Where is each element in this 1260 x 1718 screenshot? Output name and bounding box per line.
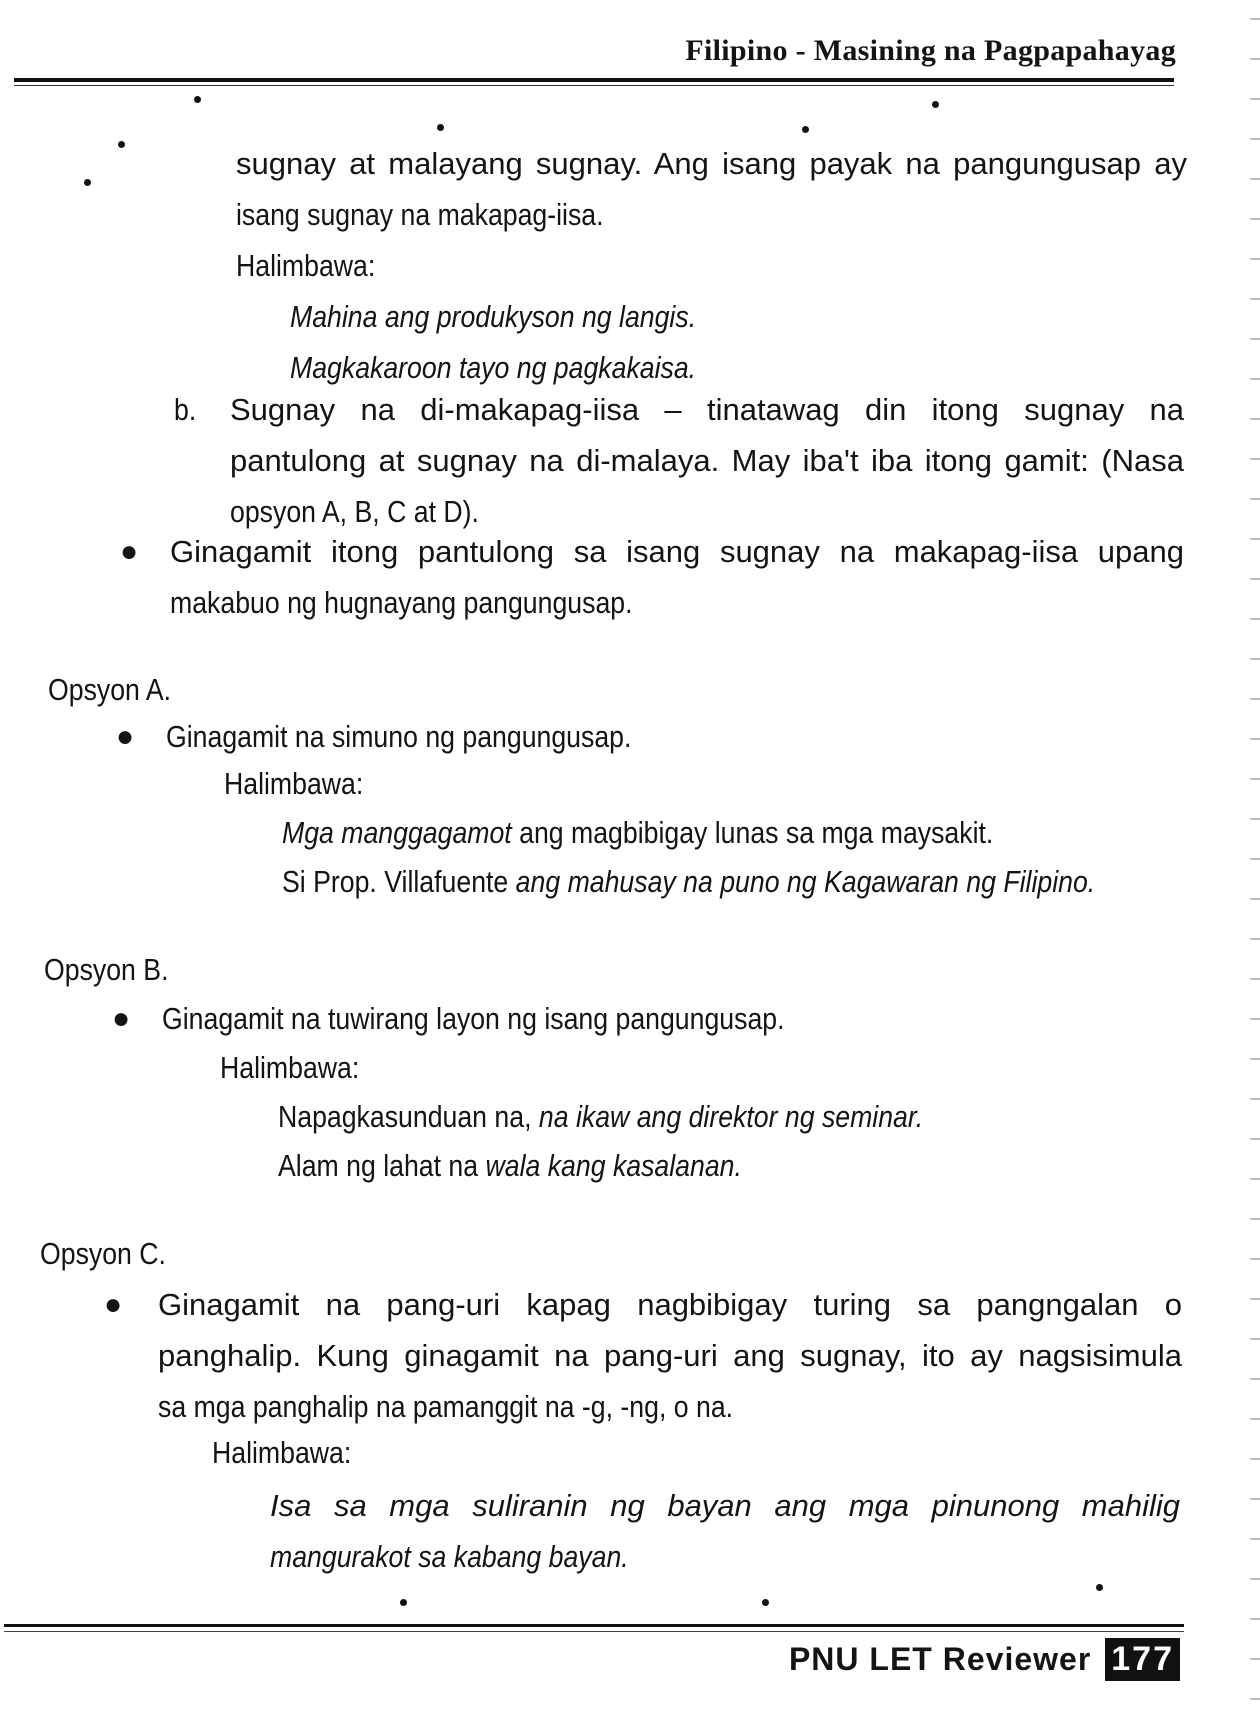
option-b-heading: Opsyon B. (44, 952, 169, 987)
scan-speck (1096, 1584, 1103, 1591)
example-italic: ang mahusay na puno ng Kagawaran ng Filipino. (515, 864, 1096, 899)
example-label: Halimbawa: (236, 248, 376, 283)
example-sentence: Mahina ang produkyson ng langis. (290, 299, 697, 334)
option-a-example-1 (282, 807, 993, 858)
option-c-heading: Opsyon C. (40, 1236, 166, 1271)
bullet-text-line-2: makabuo ng hugnayang pangungusap. (170, 585, 633, 620)
list-marker-b: b. (174, 392, 197, 427)
intro-line-1: sugnay at malayang sugnay. Ang isang payak na pangungusap ay (236, 146, 1187, 181)
example-italic: wala kang kasalanan. (485, 1148, 742, 1183)
scan-speck (762, 1599, 769, 1606)
scan-speck (802, 126, 809, 133)
bullet-icon: ● (116, 720, 135, 753)
scan-speck (932, 101, 939, 108)
option-a-heading: Opsyon A. (48, 672, 172, 707)
example-label: Halimbawa: (220, 1050, 360, 1085)
option-c-bullet-line-1: Ginagamit na pang-uri kapag nagbibigay turing sa pangngalan o (158, 1287, 1182, 1322)
example-plain: Alam ng lahat na (278, 1148, 486, 1183)
example-label: Halimbawa: (212, 1435, 352, 1470)
example-italic: Mga manggagamot (282, 815, 512, 850)
bullet-text-line-1: Ginagamit itong pantulong sa isang sugnay na makapag-iisa upang (170, 534, 1184, 569)
item-b-line-1: Sugnay na di-makapag-iisa – tinatawag din itong sugnay na (230, 392, 1184, 427)
header-rule (14, 78, 1174, 82)
scan-speck (437, 124, 444, 131)
option-b-bullet: Ginagamit na tuwirang layon ng isang pangungusap. (162, 1001, 785, 1036)
option-c-example-line-1: Isa sa mga suliranin ng bayan ang mga pinunong mahilig (270, 1488, 1180, 1523)
example-label: Halimbawa: (224, 766, 364, 801)
example-sentence: Magkakaroon tayo ng pagkakaisa. (290, 350, 697, 385)
scan-speck (194, 96, 201, 103)
example-italic: na ikaw ang direktor ng seminar. (538, 1099, 924, 1134)
footer-rule-thin (4, 1631, 1184, 1632)
example-plain: Si Prop. Villafuente (282, 864, 516, 899)
option-c-bullet-line-3: sa mga panghalip na pamanggit na -g, -ng, o na. (158, 1389, 734, 1424)
option-a-example-2 (282, 856, 1095, 907)
page-footer (789, 1638, 1180, 1681)
intro-line-2: isang sugnay na makapag-iisa. (236, 197, 604, 232)
scan-edge (1250, 0, 1260, 1718)
option-b-example-1 (278, 1091, 923, 1142)
option-c-example-line-2: mangurakot sa kabang bayan. (270, 1539, 629, 1574)
option-a-bullet: Ginagamit na simuno ng pangungusap. (166, 719, 632, 754)
page-number: 177 (1105, 1638, 1180, 1681)
option-c-bullet-line-2: panghalip. Kung ginagamit na pang-uri ang sugnay, ito ay nagsisimula (158, 1338, 1182, 1373)
scan-speck (84, 179, 91, 186)
footer-rule (4, 1624, 1184, 1627)
header-rule-thin (14, 85, 1174, 86)
page-header-title: Filipino - Masining na Pagpapahayag (685, 34, 1176, 67)
bullet-icon: ● (104, 1288, 123, 1321)
scan-speck (400, 1599, 407, 1606)
item-b-line-2: pantulong at sugnay na di-malaya. May iba't iba itong gamit: (Nasa (230, 443, 1184, 478)
example-plain: ang magbibigay lunas sa mga maysakit. (511, 815, 994, 850)
bullet-icon: ● (112, 1002, 131, 1035)
example-plain: Napagkasunduan na, (278, 1099, 539, 1134)
footer-label: PNU LET Reviewer (788, 1641, 1092, 1677)
item-b-line-3: opsyon A, B, C at D). (230, 494, 479, 529)
bullet-icon: ● (120, 535, 139, 568)
option-b-example-2 (278, 1140, 742, 1191)
scan-speck (118, 141, 125, 148)
